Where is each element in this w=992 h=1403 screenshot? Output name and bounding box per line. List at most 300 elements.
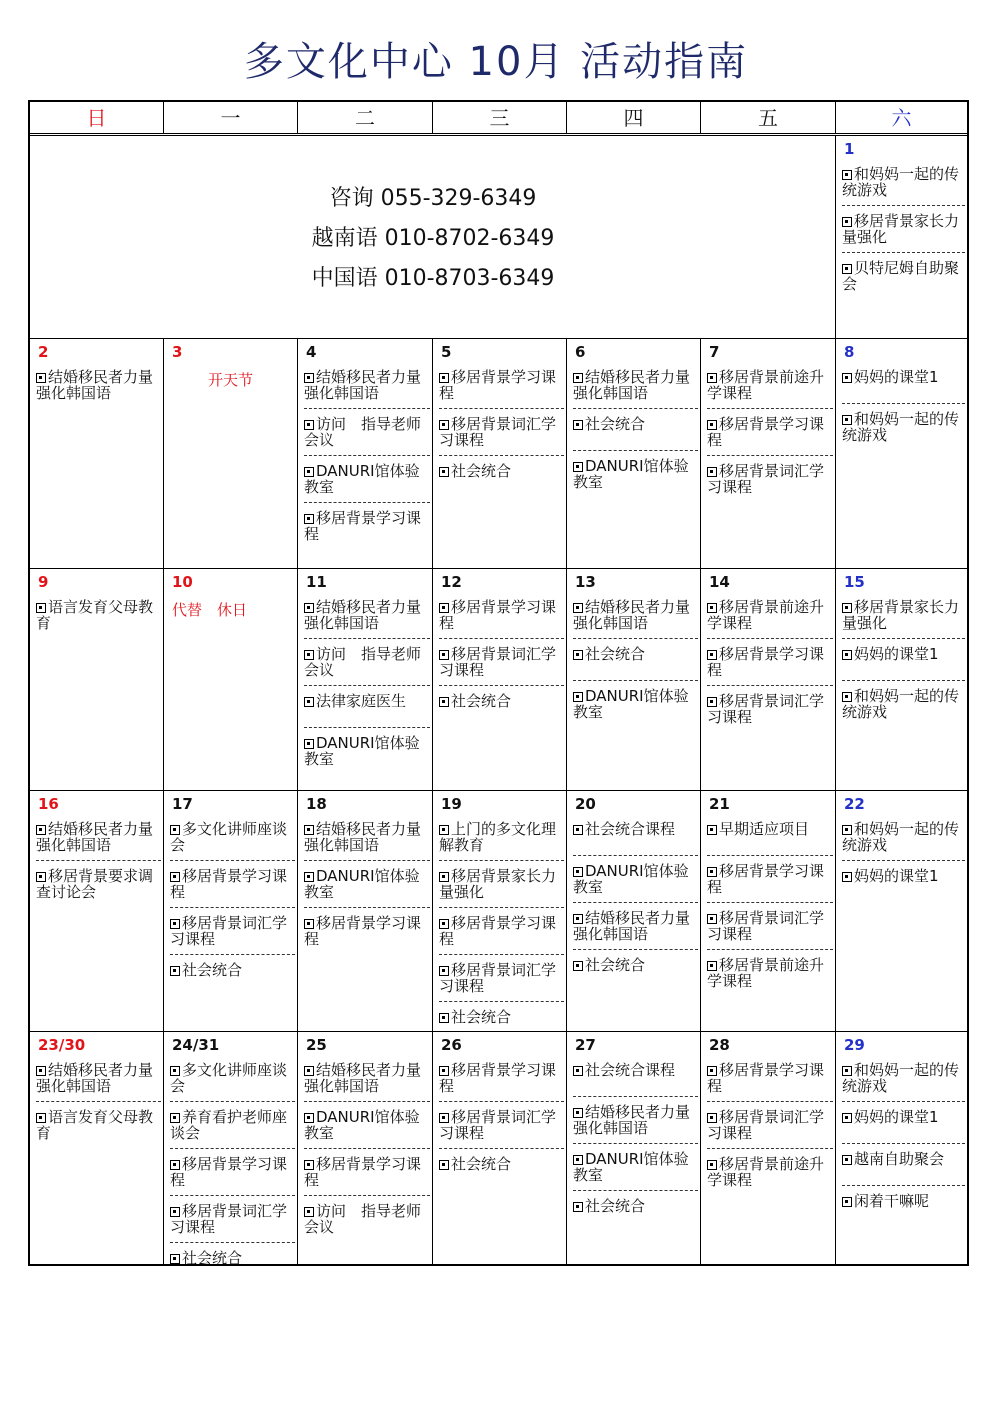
event-list	[573, 819, 698, 996]
day-cell	[836, 136, 967, 339]
event-label: 访问 指导老师会议	[304, 645, 422, 679]
event-item	[842, 409, 965, 450]
contact-info	[30, 136, 836, 339]
checkbox-icon	[573, 603, 583, 613]
event-item	[707, 367, 833, 409]
event-list	[573, 597, 698, 732]
event-label: 社会统合课程	[585, 820, 676, 838]
day-cell	[567, 791, 701, 1032]
checkbox-icon	[842, 264, 852, 274]
event-item	[439, 691, 564, 727]
day-cell	[567, 339, 701, 569]
event-item	[439, 913, 564, 955]
event-item	[573, 686, 698, 727]
checkbox-icon	[707, 1160, 717, 1170]
day-number: 3	[172, 343, 183, 361]
event-list	[842, 1060, 965, 1232]
event-label: 移居背景词汇学习课程	[707, 909, 825, 943]
event-label: 养育看护老师座谈会	[170, 1108, 288, 1142]
event-item	[304, 691, 430, 728]
event-item	[707, 597, 833, 639]
checkbox-icon	[170, 1254, 180, 1264]
event-item	[170, 866, 295, 908]
event-item	[842, 211, 965, 253]
event-list	[842, 597, 965, 732]
event-label: 越南自助聚会	[854, 1150, 945, 1168]
checkbox-icon	[304, 514, 314, 524]
event-item	[573, 955, 698, 991]
checkbox-icon	[439, 420, 449, 430]
event-label: 移居背景学习课程	[170, 1155, 288, 1189]
checkbox-icon	[170, 1066, 180, 1076]
event-item	[707, 691, 833, 732]
day-cell	[164, 569, 298, 791]
day-number: 18	[306, 795, 327, 813]
event-list	[842, 819, 965, 907]
checkbox-icon	[170, 872, 180, 882]
event-label: 社会统合	[585, 956, 646, 974]
day-cell	[701, 791, 836, 1032]
checkbox-icon	[842, 217, 852, 227]
event-label: 多文化讲师座谈会	[170, 1061, 288, 1095]
event-list	[36, 819, 161, 912]
event-item	[707, 861, 833, 903]
checkbox-icon	[439, 966, 449, 976]
event-item	[304, 508, 430, 549]
checkbox-icon	[170, 825, 180, 835]
event-label: 和妈妈一起的传统游戏	[842, 410, 960, 444]
day-number: 27	[575, 1036, 596, 1054]
event-item	[439, 644, 564, 686]
event-list	[707, 819, 833, 1001]
event-item	[707, 819, 833, 856]
event-label: 移居背景学习课程	[707, 862, 825, 896]
day-cell	[298, 1032, 433, 1266]
checkbox-icon	[573, 420, 583, 430]
day-number: 24/31	[172, 1036, 220, 1054]
checkbox-icon	[573, 1108, 583, 1118]
event-item	[170, 1060, 295, 1102]
checkbox-icon	[842, 872, 852, 882]
event-label: 语言发育父母教育	[36, 1108, 154, 1142]
checkbox-icon	[439, 1013, 449, 1023]
checkbox-icon	[573, 692, 583, 702]
checkbox-icon	[439, 919, 449, 929]
event-item	[304, 644, 430, 686]
event-label: 移居背景词汇学习课程	[170, 914, 288, 948]
day-cell	[30, 1032, 164, 1266]
checkbox-icon	[842, 650, 852, 660]
checkbox-icon	[439, 373, 449, 383]
event-label: DANURI馆体验教室	[304, 867, 420, 901]
checkbox-icon	[439, 697, 449, 707]
checkbox-icon	[170, 966, 180, 976]
day-cell	[298, 791, 433, 1032]
event-item	[842, 866, 965, 902]
event-label: 移居背景家长力量强化	[842, 212, 960, 246]
checkbox-icon	[707, 603, 717, 613]
event-label: 移居背景学习课程	[439, 1061, 557, 1095]
checkbox-icon	[304, 1207, 314, 1217]
day-number: 21	[709, 795, 730, 813]
event-item	[707, 1107, 833, 1149]
event-list	[842, 367, 965, 455]
day-number: 11	[306, 573, 327, 591]
day-number: 22	[844, 795, 865, 813]
event-item	[170, 1201, 295, 1243]
event-item	[36, 597, 161, 638]
event-list	[36, 1060, 161, 1153]
day-cell	[567, 1032, 701, 1266]
event-item	[304, 1107, 430, 1149]
weekday-header: 四	[567, 102, 701, 134]
event-label: 法律家庭医生	[316, 692, 407, 710]
event-item	[36, 866, 161, 907]
event-list	[439, 819, 564, 1032]
checkbox-icon	[842, 170, 852, 180]
event-item	[707, 1154, 833, 1195]
event-label: 移居背景家长力量强化	[842, 598, 960, 632]
event-label: 移居背景前途升学课程	[707, 368, 825, 402]
event-item	[842, 164, 965, 206]
checkbox-icon	[842, 415, 852, 425]
event-item	[170, 819, 295, 861]
checkbox-icon	[304, 467, 314, 477]
checkbox-icon	[707, 1066, 717, 1076]
event-label: 移居背景前途升学课程	[707, 956, 825, 990]
day-number: 29	[844, 1036, 865, 1054]
event-label: 结婚移民者力量强化韩国语	[304, 598, 422, 632]
event-label: 社会统合	[451, 1155, 512, 1173]
checkbox-icon	[707, 650, 717, 660]
event-list	[36, 597, 161, 643]
checkbox-icon	[439, 1113, 449, 1123]
event-label: 妈妈的课堂1	[854, 368, 939, 386]
day-number: 5	[441, 343, 452, 361]
checkbox-icon	[304, 373, 314, 383]
day-cell	[30, 569, 164, 791]
day-cell	[30, 339, 164, 569]
checkbox-icon	[842, 373, 852, 383]
event-list	[304, 819, 430, 959]
event-item	[36, 367, 161, 408]
event-label: 移居背景词汇学习课程	[707, 462, 825, 496]
event-item	[707, 1060, 833, 1102]
day-cell	[433, 569, 567, 791]
event-item	[573, 819, 698, 856]
day-number: 12	[441, 573, 462, 591]
event-label: 移居背景前途升学课程	[707, 598, 825, 632]
event-item	[304, 597, 430, 639]
day-number: 6	[575, 343, 586, 361]
event-item	[573, 597, 698, 639]
event-item	[439, 866, 564, 908]
checkbox-icon	[842, 1155, 852, 1165]
event-item	[573, 908, 698, 950]
event-item	[439, 367, 564, 409]
event-item	[304, 913, 430, 954]
day-number: 26	[441, 1036, 462, 1054]
event-item	[170, 913, 295, 955]
event-label: 移居背景词汇学习课程	[707, 1108, 825, 1142]
checkbox-icon	[573, 867, 583, 877]
day-number: 8	[844, 343, 855, 361]
weekday-header: 二	[298, 102, 433, 134]
event-item	[573, 861, 698, 903]
event-label: DANURI馆体验教室	[573, 457, 689, 491]
checkbox-icon	[707, 697, 717, 707]
day-number: 28	[709, 1036, 730, 1054]
day-cell	[567, 569, 701, 791]
checkbox-icon	[36, 1066, 46, 1076]
contact-line: 中国语 010-8703-6349	[311, 266, 555, 291]
event-label: 移居背景词汇学习课程	[439, 415, 557, 449]
page-title: 多文化中心 10月 活动指南	[243, 39, 749, 85]
checkbox-icon	[573, 1202, 583, 1212]
day-number: 15	[844, 573, 865, 591]
event-label: 移居背景词汇学习课程	[439, 1108, 557, 1142]
day-cell	[298, 569, 433, 791]
checkbox-icon	[36, 825, 46, 835]
event-label: 结婚移民者力量强化韩国语	[573, 1103, 691, 1137]
checkbox-icon	[36, 872, 46, 882]
day-cell	[701, 569, 836, 791]
checkbox-icon	[573, 462, 583, 472]
checkbox-icon	[439, 1160, 449, 1170]
event-list	[707, 1060, 833, 1200]
event-label: 移居背景学习课程	[304, 914, 422, 948]
checkbox-icon	[304, 919, 314, 929]
event-item	[304, 461, 430, 503]
event-label: 访问 指导老师会议	[304, 1202, 422, 1236]
event-item	[842, 258, 965, 299]
event-item	[304, 819, 430, 861]
day-cell	[164, 339, 298, 569]
event-label: DANURI馆体验教室	[573, 687, 689, 721]
day-cell	[836, 1032, 967, 1266]
checkbox-icon	[707, 867, 717, 877]
event-list	[707, 597, 833, 737]
event-item	[304, 414, 430, 456]
checkbox-icon	[36, 373, 46, 383]
checkbox-icon	[439, 872, 449, 882]
event-item	[573, 367, 698, 409]
event-label: 移居背景学习课程	[304, 1155, 422, 1189]
day-number: 14	[709, 573, 730, 591]
event-label: 移居背景学习课程	[439, 914, 557, 948]
event-label: 社会统合	[451, 462, 512, 480]
checkbox-icon	[170, 919, 180, 929]
event-item	[573, 1196, 698, 1232]
day-cell	[433, 1032, 567, 1266]
event-item	[170, 960, 295, 996]
day-number: 1	[844, 140, 855, 158]
checkbox-icon	[36, 603, 46, 613]
event-list	[304, 367, 430, 554]
event-label: 移居背景学习课程	[707, 415, 825, 449]
day-number: 2	[38, 343, 49, 361]
checkbox-icon	[170, 1207, 180, 1217]
event-label: 社会统合	[585, 1197, 646, 1215]
event-label: 移居背景要求调查讨论会	[36, 867, 154, 901]
day-number: 10	[172, 573, 193, 591]
checkbox-icon	[170, 1160, 180, 1170]
event-item	[573, 456, 698, 497]
event-list	[170, 1060, 295, 1266]
header-divider	[30, 133, 967, 136]
event-item	[707, 955, 833, 996]
event-item	[36, 1060, 161, 1102]
event-item	[304, 367, 430, 409]
day-number: 13	[575, 573, 596, 591]
weekday-header: 三	[433, 102, 567, 134]
event-label: 结婚移民者力量强化韩国语	[304, 1061, 422, 1095]
event-list	[304, 1060, 430, 1247]
event-list	[439, 1060, 564, 1195]
day-number: 9	[38, 573, 49, 591]
contact-line: 咨询 055-329-6349	[329, 186, 537, 211]
event-item	[707, 908, 833, 950]
checkbox-icon	[304, 420, 314, 430]
event-label: 结婚移民者力量强化韩国语	[304, 820, 422, 854]
checkbox-icon	[707, 825, 717, 835]
checkbox-icon	[707, 1113, 717, 1123]
event-label: 社会统合	[585, 415, 646, 433]
checkbox-icon	[439, 467, 449, 477]
checkbox-icon	[573, 825, 583, 835]
event-label: 移居背景学习课程	[439, 598, 557, 632]
day-number: 23/30	[38, 1036, 86, 1054]
checkbox-icon	[707, 373, 717, 383]
event-item	[573, 1102, 698, 1144]
event-label: 多文化讲师座谈会	[170, 820, 288, 854]
day-cell	[433, 791, 567, 1032]
event-item	[439, 1007, 564, 1032]
event-list	[36, 367, 161, 413]
event-item	[170, 1248, 295, 1266]
event-label: 语言发育父母教育	[36, 598, 154, 632]
event-label: 社会统合	[451, 1008, 512, 1026]
event-list	[573, 1060, 698, 1237]
weekday-header: 一	[164, 102, 298, 134]
checkbox-icon	[304, 603, 314, 613]
event-label: 社会统合	[451, 692, 512, 710]
day-cell	[836, 791, 967, 1032]
event-item	[439, 597, 564, 639]
event-label: 结婚移民者力量强化韩国语	[36, 820, 154, 854]
event-list	[170, 819, 295, 1001]
calendar-grid	[28, 100, 969, 1266]
event-item	[573, 414, 698, 451]
event-label: 社会统合	[585, 645, 646, 663]
event-label: 移居背景词汇学习课程	[439, 961, 557, 995]
checkbox-icon	[439, 650, 449, 660]
event-item	[842, 644, 965, 681]
event-label: DANURI馆体验教室	[304, 1108, 420, 1142]
event-item	[573, 644, 698, 681]
event-item	[842, 1107, 965, 1144]
contact-line: 越南语 010-8702-6349	[311, 226, 555, 251]
event-item	[573, 1149, 698, 1191]
day-cell	[164, 1032, 298, 1266]
event-item	[842, 367, 965, 404]
day-cell	[836, 339, 967, 569]
event-label: 移居背景学习课程	[170, 867, 288, 901]
checkbox-icon	[573, 650, 583, 660]
checkbox-icon	[707, 420, 717, 430]
event-item	[170, 1107, 295, 1149]
checkbox-icon	[842, 692, 852, 702]
event-label: DANURI馆体验教室	[573, 862, 689, 896]
event-item	[170, 1154, 295, 1196]
checkbox-icon	[439, 603, 449, 613]
checkbox-icon	[573, 1155, 583, 1165]
holiday-label: 开天节	[207, 371, 253, 389]
event-item	[439, 1154, 564, 1190]
event-item	[304, 866, 430, 908]
weekday-header: 六	[891, 106, 912, 130]
checkbox-icon	[707, 914, 717, 924]
event-label: 移居背景学习课程	[304, 509, 422, 543]
event-label: DANURI馆体验教室	[304, 462, 420, 496]
event-label: 结婚移民者力量强化韩国语	[573, 909, 691, 943]
checkbox-icon	[304, 650, 314, 660]
event-label: 访问 指导老师会议	[304, 415, 422, 449]
event-item	[707, 414, 833, 456]
checkbox-icon	[842, 1197, 852, 1207]
checkbox-icon	[573, 373, 583, 383]
event-list	[439, 367, 564, 502]
event-label: 早期适应项目	[719, 820, 810, 838]
event-item	[439, 960, 564, 1002]
checkbox-icon	[304, 872, 314, 882]
day-number: 19	[441, 795, 462, 813]
event-label: 社会统合	[182, 961, 243, 979]
checkbox-icon	[304, 825, 314, 835]
checkbox-icon	[304, 739, 314, 749]
day-cell	[433, 339, 567, 569]
day-number: 4	[306, 343, 317, 361]
checkbox-icon	[36, 1113, 46, 1123]
day-cell	[30, 791, 164, 1032]
day-number: 7	[709, 343, 720, 361]
event-label: 妈妈的课堂1	[854, 1108, 939, 1126]
day-cell	[164, 791, 298, 1032]
event-label: 移居背景词汇学习课程	[439, 645, 557, 679]
event-label: 移居背景词汇学习课程	[707, 692, 825, 726]
event-label: 社会统合课程	[585, 1061, 676, 1079]
event-label: 结婚移民者力量强化韩国语	[36, 1061, 154, 1095]
event-item	[842, 597, 965, 639]
event-list	[707, 367, 833, 507]
checkbox-icon	[304, 1160, 314, 1170]
checkbox-icon	[573, 1066, 583, 1076]
event-item	[439, 414, 564, 456]
event-list	[304, 597, 430, 779]
checkbox-icon	[707, 961, 717, 971]
event-label: 移居背景学习课程	[439, 368, 557, 402]
event-label: 和妈妈一起的传统游戏	[842, 820, 960, 854]
event-item	[304, 1201, 430, 1242]
event-label: 移居背景家长力量强化	[439, 867, 557, 901]
day-number: 16	[38, 795, 59, 813]
weekday-header: 日	[30, 102, 164, 134]
event-item	[842, 1060, 965, 1102]
event-item	[439, 461, 564, 497]
event-label: 妈妈的课堂1	[854, 867, 939, 885]
event-label: 妈妈的课堂1	[854, 645, 939, 663]
checkbox-icon	[439, 825, 449, 835]
